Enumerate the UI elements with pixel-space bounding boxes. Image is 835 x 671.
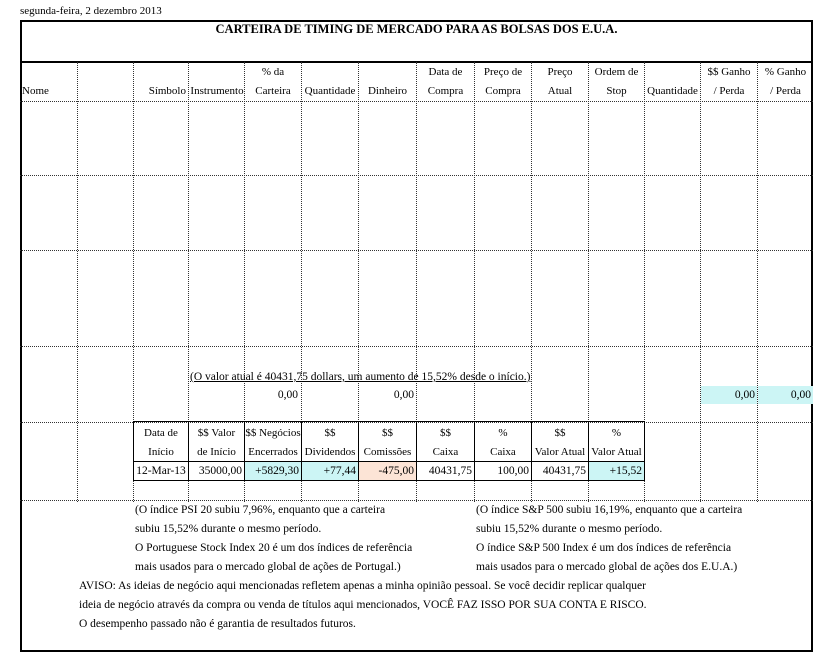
column-header: Ordem de Stop bbox=[594, 66, 639, 97]
summary-header: $$ Valor Atual bbox=[534, 427, 586, 458]
summary-header: % Caixa bbox=[490, 427, 516, 458]
sp-note-line: mais usados para o mercado global de ações dos E.U.A.) bbox=[476, 561, 738, 573]
column-header: Nome bbox=[22, 85, 49, 97]
column-header: Símbolo bbox=[148, 85, 186, 97]
total-ganho-pct: 0,00 bbox=[758, 386, 813, 404]
summary-value-caixa: 40431,75 bbox=[428, 465, 472, 477]
col-divider bbox=[700, 62, 701, 502]
column-header: % Ganho / Perda bbox=[764, 66, 807, 97]
summary-value-dividendos: +77,44 bbox=[302, 462, 358, 480]
total-quantidade: 0,00 bbox=[277, 389, 298, 401]
summary-header: $$ Valor de Início bbox=[197, 427, 236, 458]
col-divider bbox=[77, 62, 78, 502]
summary-header: $$ Caixa bbox=[432, 427, 459, 458]
summary-header: % Valor Atual bbox=[591, 427, 642, 458]
sp-note-line: subiu 15,52% durante o mesmo período. bbox=[476, 523, 663, 535]
psi-note bbox=[135, 501, 475, 577]
sp-note-line: (O índice S&P 500 subiu 16,19%, enquanto que a carteira bbox=[476, 504, 743, 516]
psi-note-line: O Portuguese Stock Index 20 é um dos índices de referência bbox=[135, 542, 413, 554]
summary-value-valor-atual: 40431,75 bbox=[542, 465, 586, 477]
sp-note bbox=[476, 501, 806, 577]
col-divider bbox=[757, 62, 758, 502]
summary-bottom-border bbox=[133, 480, 644, 481]
total-dinheiro: 0,00 bbox=[393, 389, 414, 401]
summary-header: $$ Dividendos bbox=[304, 427, 356, 458]
date-label: segunda-feira, 2 dezembro 2013 bbox=[20, 5, 162, 17]
psi-note-line: mais usados para o mercado global de ações de Portugal.) bbox=[135, 561, 401, 573]
column-header: Instrumento bbox=[190, 85, 244, 97]
psi-note-line: subiu 15,52% durante o mesmo período. bbox=[135, 523, 322, 535]
psi-note-line: (O índice PSI 20 subiu 7,96%, enquanto que a carteira bbox=[135, 504, 386, 516]
summary-value-valor-atual-pct: +15,52 bbox=[589, 462, 644, 480]
column-header: % da Carteira bbox=[255, 66, 291, 97]
summary-top-border bbox=[133, 421, 644, 422]
summary-header: Data de Início bbox=[144, 427, 178, 458]
column-header: Quantidade bbox=[647, 85, 698, 97]
disclaimer bbox=[79, 577, 809, 634]
column-header: Preço de Compra bbox=[483, 66, 523, 97]
summary-value-negocios: +5829,30 bbox=[245, 462, 301, 480]
column-header: Dinheiro bbox=[367, 85, 408, 97]
disclaimer-line: O desempenho passado não é garantia de resultados futuros. bbox=[79, 618, 356, 630]
summary-value-valor-inicio: 35000,00 bbox=[198, 465, 242, 477]
disclaimer-line: ideia de negócio através da compra ou venda de títulos aqui mencionados, VOCÊ FAZ ISSO POR SUA CONTA E RISCO. bbox=[79, 599, 647, 611]
summary-divider bbox=[644, 421, 645, 481]
summary-value-data-inicio: 12-Mar-13 bbox=[136, 465, 186, 477]
column-header: Quantidade bbox=[304, 85, 356, 97]
column-header: Preço Atual bbox=[547, 66, 573, 97]
summary-value-caixa-pct: 100,00 bbox=[497, 465, 529, 477]
page-title: CARTEIRA DE TIMING DE MERCADO PARA AS BOLSAS DOS E.U.A. bbox=[215, 22, 618, 36]
disclaimer-line: AVISO: As ideias de negócio aqui mencionadas refletem apenas a minha opinião pessoal. Se você decidir replicar qualquer bbox=[79, 580, 646, 592]
column-header bbox=[78, 63, 133, 101]
summary-header: $$ Negócios Encerrados bbox=[245, 427, 301, 458]
sp-note-line: O índice S&P 500 Index é um dos índices de referência bbox=[476, 542, 732, 554]
column-header: Data de Compra bbox=[427, 66, 464, 97]
summary-value-comissoes: -475,00 bbox=[359, 462, 416, 480]
summary-header: $$ Comissões bbox=[363, 427, 412, 458]
current-value-note: (O valor atual é 40431,75 dollars, um aumento de 15,52% desde o início.) bbox=[190, 371, 531, 383]
total-ganho: 0,00 bbox=[701, 386, 757, 404]
column-header: $$ Ganho / Perda bbox=[707, 66, 751, 97]
